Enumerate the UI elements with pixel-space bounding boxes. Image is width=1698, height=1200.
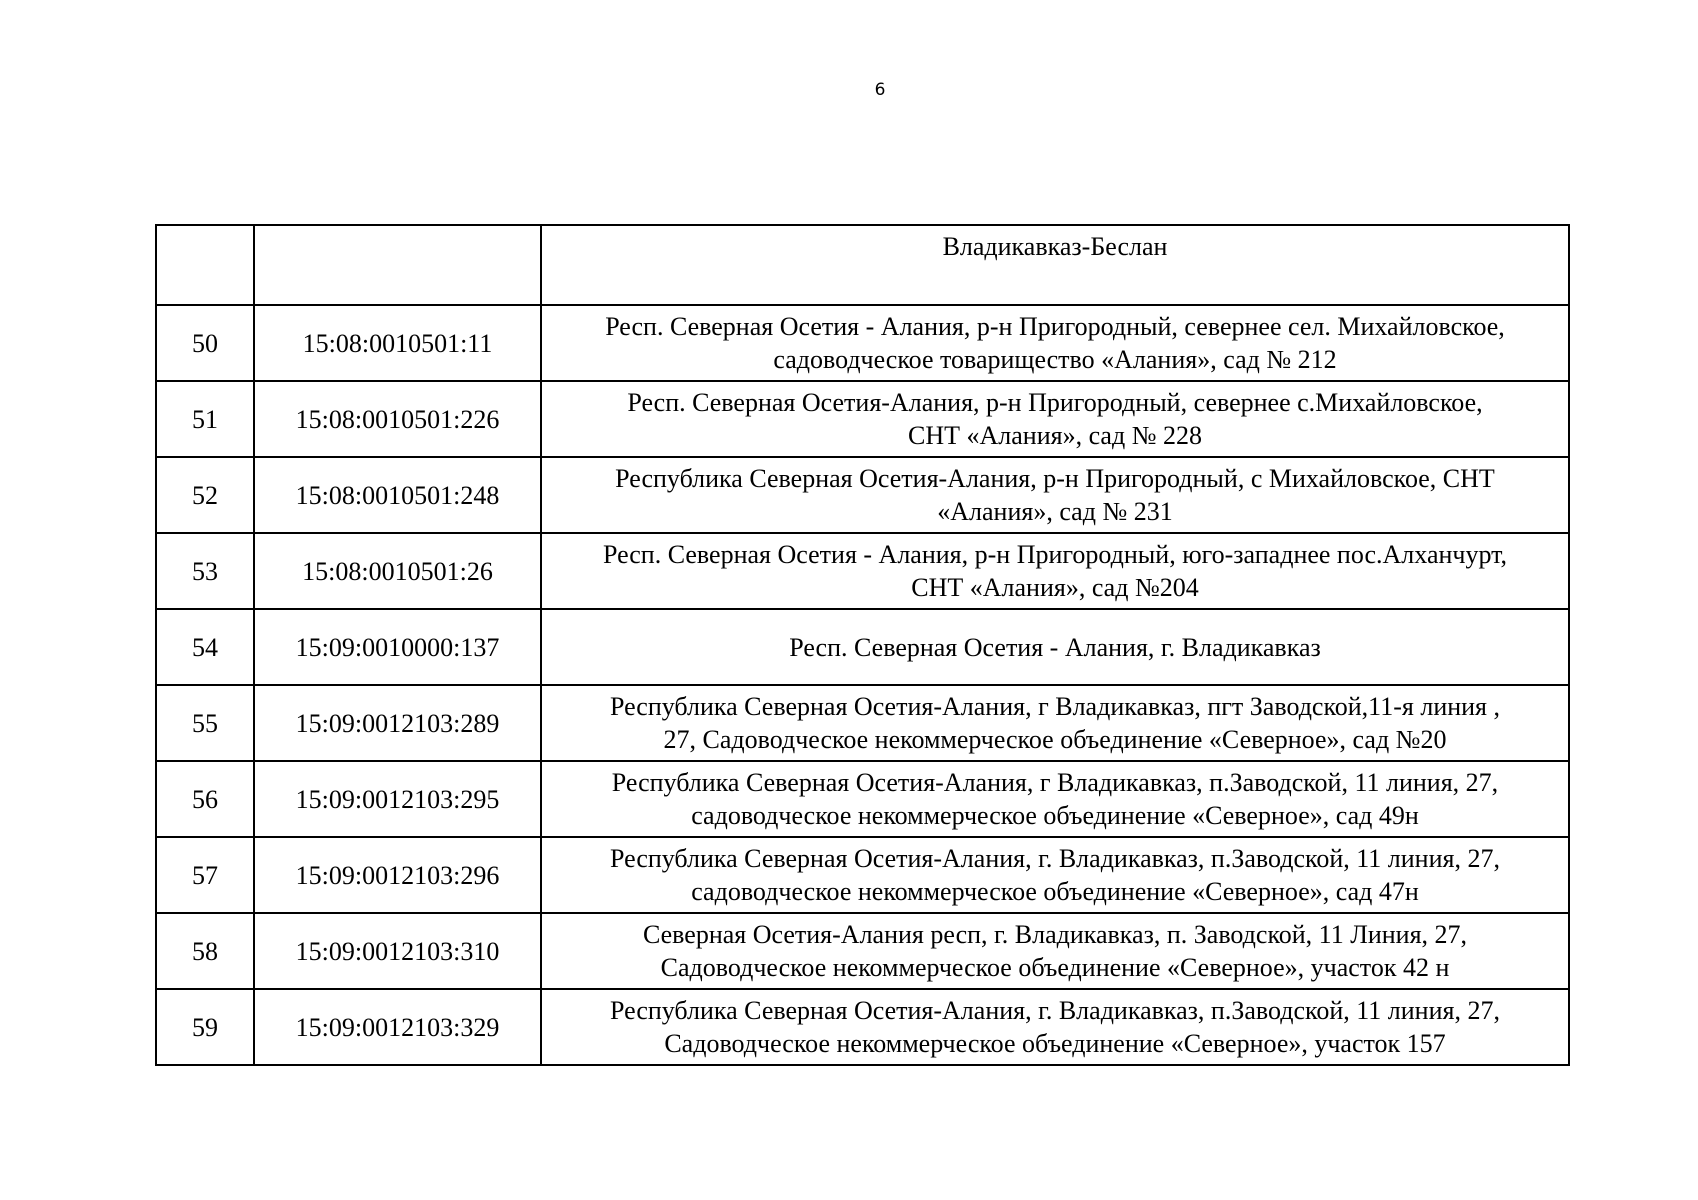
row-number-cell: 59 [156,989,254,1065]
cadastral-number-cell: 15:09:0012103:310 [254,913,541,989]
address-line: садоводческое некоммерческое объединение «Северное», сад 49н [691,801,1419,830]
header-num-cell [156,225,254,305]
table-row [156,457,1569,533]
address-line: Республика Северная Осетия-Алания, р-н Пригородный, с Михайловское, СНТ [615,464,1495,493]
address-line: садоводческое товарищество «Алания», сад № 212 [773,345,1337,374]
table-row [156,685,1569,761]
address-cell [541,609,1569,685]
cadastral-number-cell: 15:09:0010000:137 [254,609,541,685]
row-number-cell: 57 [156,837,254,913]
address-cell [541,381,1569,457]
row-number-cell: 51 [156,381,254,457]
table-row [156,381,1569,457]
row-number-cell: 54 [156,609,254,685]
address-line: Северная Осетия-Алания респ, г. Владикавказ, п. Заводской, 11 Линия, 27, [642,920,1468,949]
address-line: садоводческое некоммерческое объединение «Северное», сад 47н [691,877,1419,906]
row-number-cell: 58 [156,913,254,989]
table-row [156,305,1569,381]
address-line: Республика Северная Осетия-Алания, г Владикавказ, пгт Заводской,11-я линия , [609,692,1501,721]
cadastral-number-cell: 15:09:0012103:295 [254,761,541,837]
address-cell [541,837,1569,913]
address-cell [541,761,1569,837]
address-cell [541,457,1569,533]
address-line: Республика Северная Осетия-Алания, г. Владикавказ, п.Заводской, 11 линия, 27, [610,844,1500,873]
cadastral-number-cell: 15:08:0010501:26 [254,533,541,609]
address-cell [541,913,1569,989]
table-row [156,533,1569,609]
address-line: «Алания», сад № 231 [937,497,1173,526]
table-header-row [156,225,1569,305]
address-line: СНТ «Алания», сад № 228 [907,421,1202,450]
table-body [156,225,1569,1065]
cadastral-number-cell: 15:09:0012103:329 [254,989,541,1065]
row-number-cell: 53 [156,533,254,609]
table-row [156,609,1569,685]
row-number-cell: 55 [156,685,254,761]
address-line: Респ. Северная Осетия-Алания, р-н Пригородный, севернее с.Михайловское, [627,388,1483,417]
cadastral-number-cell: 15:09:0012103:289 [254,685,541,761]
table-row [156,761,1569,837]
address-line: Садоводческое некоммерческое объединение «Северное», участок 42 н [660,953,1450,982]
address-line: Республика Северная Осетия-Алания, г Владикавказ, п.Заводской, 11 линия, 27, [611,768,1499,797]
address-line: Респ. Северная Осетия - Алания, р-н Пригородный, севернее сел. Михайловское, [605,312,1505,341]
table-row [156,837,1569,913]
address-line: 27, Садоводческое некоммерческое объединение «Северное», сад №20 [663,725,1447,754]
page-number: 6 [874,80,886,100]
header-cadastral-cell [254,225,541,305]
address-cell [541,989,1569,1065]
address-line: СНТ «Алания», сад №204 [911,573,1199,602]
table-row [156,989,1569,1065]
row-number-cell: 50 [156,305,254,381]
address-line: Респ. Северная Осетия - Алания, г. Владикавказ [789,632,1321,662]
row-number-cell: 52 [156,457,254,533]
table-row [156,913,1569,989]
address-line: Республика Северная Осетия-Алания, г. Владикавказ, п.Заводской, 11 линия, 27, [610,996,1500,1025]
land-plot-table [155,224,1570,1066]
row-number-cell: 56 [156,761,254,837]
header-section-title: Владикавказ-Беслан [541,225,1569,305]
address-cell [541,685,1569,761]
address-cell [541,305,1569,381]
cadastral-number-cell: 15:09:0012103:296 [254,837,541,913]
address-cell [541,533,1569,609]
cadastral-number-cell: 15:08:0010501:11 [254,305,541,381]
cadastral-number-cell: 15:08:0010501:226 [254,381,541,457]
address-line: Садоводческое некоммерческое объединение «Северное», участок 157 [664,1029,1446,1058]
address-line: Респ. Северная Осетия - Алания, р-н Пригородный, юго-западнее пос.Алханчурт, [602,540,1508,569]
cadastral-number-cell: 15:08:0010501:248 [254,457,541,533]
